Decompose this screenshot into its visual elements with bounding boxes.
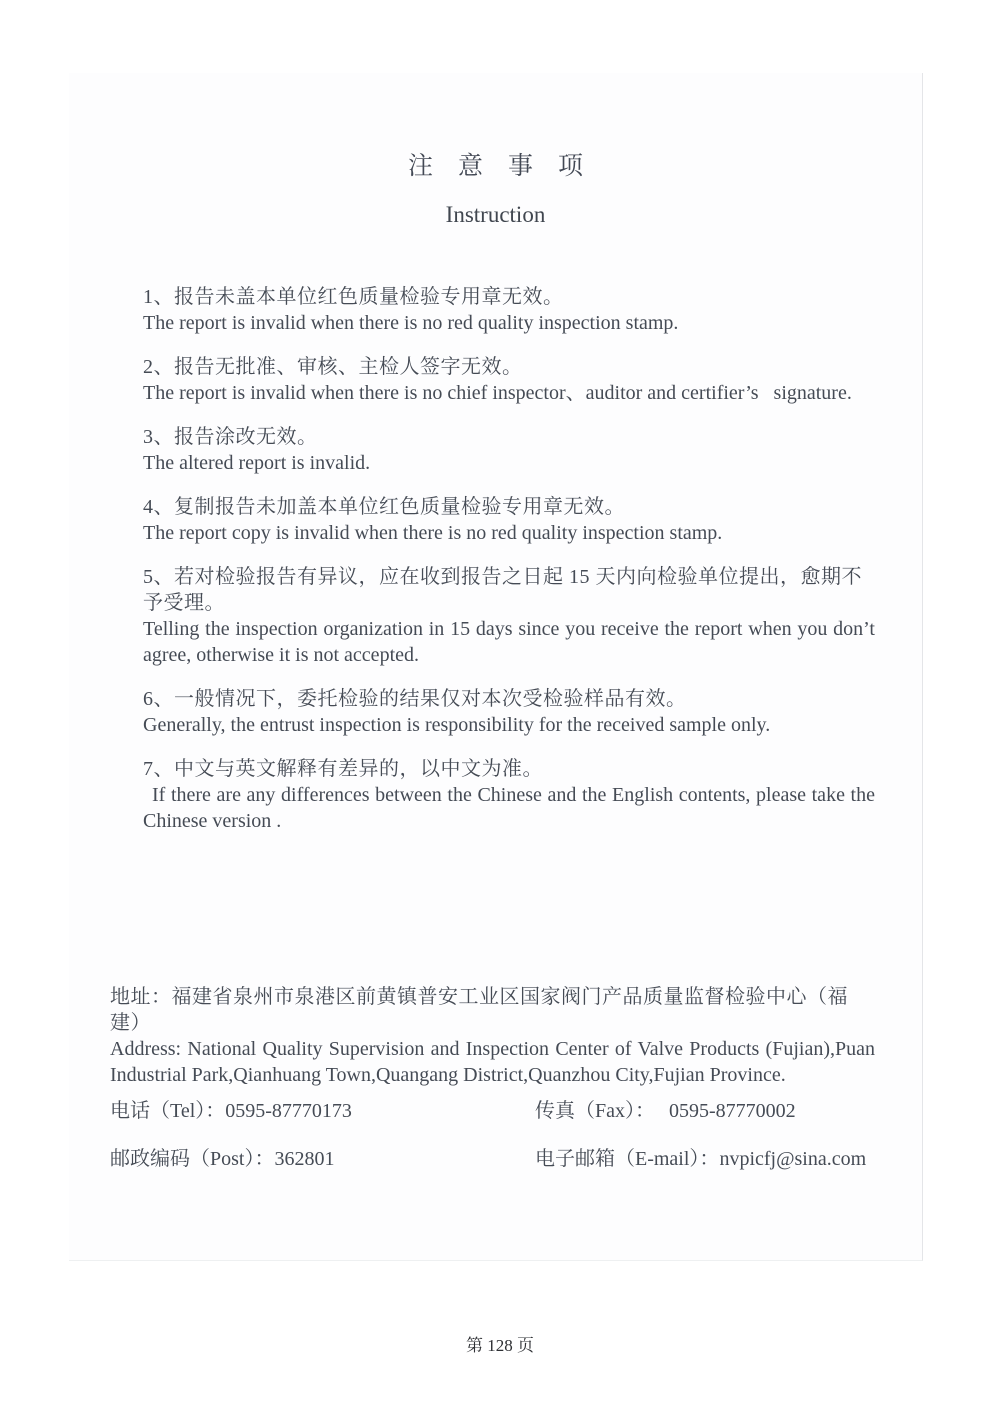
instruction-item-2 [143, 354, 875, 406]
contact-row-tel-fax [69, 1098, 922, 1124]
instruction-item-2-english: The report is invalid when there is no chief inspector、auditor and certifier’s signature. [143, 382, 852, 404]
tel-label: 电话（Tel）： [110, 1100, 226, 1122]
instruction-item-3 [143, 424, 875, 476]
instruction-item-6-english: Generally, the entrust inspection is responsibility for the received sample only. [143, 714, 771, 736]
document-page [69, 73, 923, 1261]
fax-value: 0595-87770002 [669, 1100, 796, 1122]
instruction-item-2-chinese: 2、报告无批准、审核、主检人签字无效。 [143, 356, 523, 378]
email-label: 电子邮箱（E-mail）： [535, 1148, 720, 1170]
instruction-item-5 [143, 564, 875, 668]
post-line [110, 1146, 535, 1172]
email-line [535, 1146, 882, 1172]
instruction-item-5-english: Telling the inspection organization in 15 days since you receive the report when you don’t agree, otherwise it is not accepted. [143, 618, 875, 666]
instruction-item-1-english: The report is invalid when there is no red quality inspection stamp. [143, 312, 679, 334]
instruction-item-7 [143, 756, 875, 834]
instruction-item-4 [143, 494, 875, 546]
instruction-item-1-chinese: 1、报告未盖本单位红色质量检验专用章无效。 [143, 286, 564, 308]
post-value: 362801 [274, 1148, 335, 1170]
instruction-item-7-english: If there are any differences between the Chinese and the English contents, please take the Chinese version . [143, 784, 875, 832]
instruction-item-3-english: The altered report is invalid. [143, 452, 371, 474]
page-number: 第 128 页 [466, 1336, 534, 1355]
instruction-item-7-chinese: 7、中文与英文解释有差异的，以中文为准。 [143, 758, 543, 780]
address-block [69, 984, 922, 1088]
tel-value: 0595-87770173 [225, 1100, 352, 1122]
instruction-item-3-chinese: 3、报告涂改无效。 [143, 426, 318, 448]
instruction-item-5-chinese: 5、若对检验报告有异议，应在收到报告之日起 15 天内向检验单位提出，愈期不予受理。 [143, 566, 862, 614]
page-title-chinese: 注 意 事 项 [407, 153, 583, 180]
instruction-item-4-chinese: 4、复制报告未加盖本单位红色质量检验专用章无效。 [143, 496, 625, 518]
address-english: Address: National Quality Supervision and Inspection Center of Valve Products (Fujian),Puan Industrial Park,Qianhuang Town,Quangang District,Quanzhou City,Fujian Province. [110, 1038, 875, 1086]
instruction-item-6 [143, 686, 875, 738]
instruction-item-1 [143, 284, 875, 336]
fax-label: 传真（Fax）： [535, 1100, 655, 1122]
tel-line [110, 1098, 535, 1124]
instruction-item-4-english: The report copy is invalid when there is no red quality inspection stamp. [143, 522, 723, 544]
page-title-english: Instruction [445, 202, 546, 227]
post-label: 邮政编码（Post）： [110, 1148, 275, 1170]
email-value: nvpicfj@sina.com [719, 1148, 867, 1170]
contact-row-post-email [69, 1146, 922, 1172]
instruction-item-6-chinese: 6、一般情况下，委托检验的结果仅对本次受检验样品有效。 [143, 688, 687, 710]
address-chinese: 地址：福建省泉州市泉港区前黄镇普安工业区国家阀门产品质量监督检验中心（福建） [110, 986, 848, 1034]
fax-line [535, 1098, 882, 1124]
instruction-list [69, 284, 922, 834]
